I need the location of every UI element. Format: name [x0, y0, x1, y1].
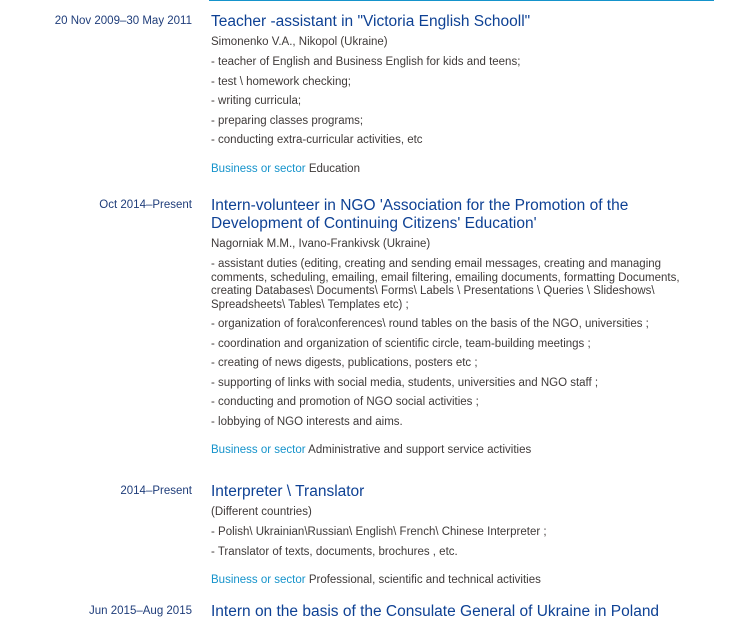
duty-item: - writing curricula; — [211, 95, 302, 107]
entry-content — [211, 483, 719, 587]
entry-content — [211, 197, 719, 457]
entry-dates: 2014–Present — [120, 485, 192, 497]
entry-dates: Jun 2015–Aug 2015 — [89, 605, 192, 617]
sector-value: Education — [308, 162, 360, 175]
entry-title: Intern-volunteer in NGO 'Association for the Promotion of the Development of Continuing Citizens' Education' — [211, 197, 629, 232]
duty-item: - teacher of English and Business English for kids and teens; — [211, 56, 521, 68]
entry-employer: Nagorniak M.M., Ivano-Frankivsk (Ukraine) — [211, 238, 431, 250]
top-divider — [209, 0, 714, 1]
duty-item: - creating of news digests, publications, posters etc ; — [211, 357, 478, 369]
duty-item: - supporting of links with social media, students, universities and NGO staff ; — [211, 376, 599, 389]
sector-value: Administrative and support service activities — [308, 444, 532, 456]
entry-employer: (Different countries) — [211, 506, 312, 518]
duty-item: - lobbying of NGO interests and aims. — [211, 415, 403, 428]
sector-label: Business or sector — [211, 162, 306, 175]
duty-item: - coordination and organization of scientific circle, team-building meetings ; — [211, 337, 591, 350]
duty-item: - organization of fora\conferences\ round tables on the basis of the NGO, universities ; — [211, 318, 649, 330]
sector-value: Professional, scientific and technical activities — [308, 574, 541, 586]
duty-item: - Polish\ Ukrainian\Russian\ English\ French\ Chinese Interpreter ; — [211, 526, 547, 538]
entry-title: Interpreter \ Translator — [211, 483, 365, 500]
duty-item: - preparing classes programs; — [211, 114, 364, 127]
business-sector — [211, 443, 719, 457]
duty-item: - assistant duties (editing, creating and sending email messages, creating and managing comments, scheduling, emailing, email filtering, emailing documents, formatting Documents, creating Databases\ Documents\ Forms\ Labels \ Presentations \ Queries \ Slideshows\ Spreadsheets\ Tables\ Templates etc) ; — [211, 258, 680, 311]
duty-item: - conducting extra-curricular activities, etc — [211, 134, 423, 146]
duty-item: - test \ homework checking; — [211, 75, 351, 88]
entry-content — [211, 13, 719, 176]
entry-dates: Oct 2014–Present — [99, 199, 192, 211]
business-sector — [211, 162, 719, 176]
entry-dates: 20 Nov 2009–30 May 2011 — [54, 15, 192, 27]
sector-label: Business or sector — [211, 574, 306, 586]
entry-title: Teacher -assistant in "Victoria English Schooll" — [211, 13, 531, 30]
duty-item: - conducting and promotion of NGO social activities ; — [211, 396, 479, 408]
entry-employer: Simonenko V.A., Nikopol (Ukraine) — [211, 36, 388, 48]
entry-title: Intern on the basis of the Consulate General of Ukraine in Poland — [211, 603, 660, 620]
entry-content — [211, 603, 719, 625]
sector-label: Business or sector — [211, 444, 306, 456]
duty-item: - Translator of texts, documents, brochures , etc. — [211, 545, 458, 558]
business-sector — [211, 573, 719, 587]
